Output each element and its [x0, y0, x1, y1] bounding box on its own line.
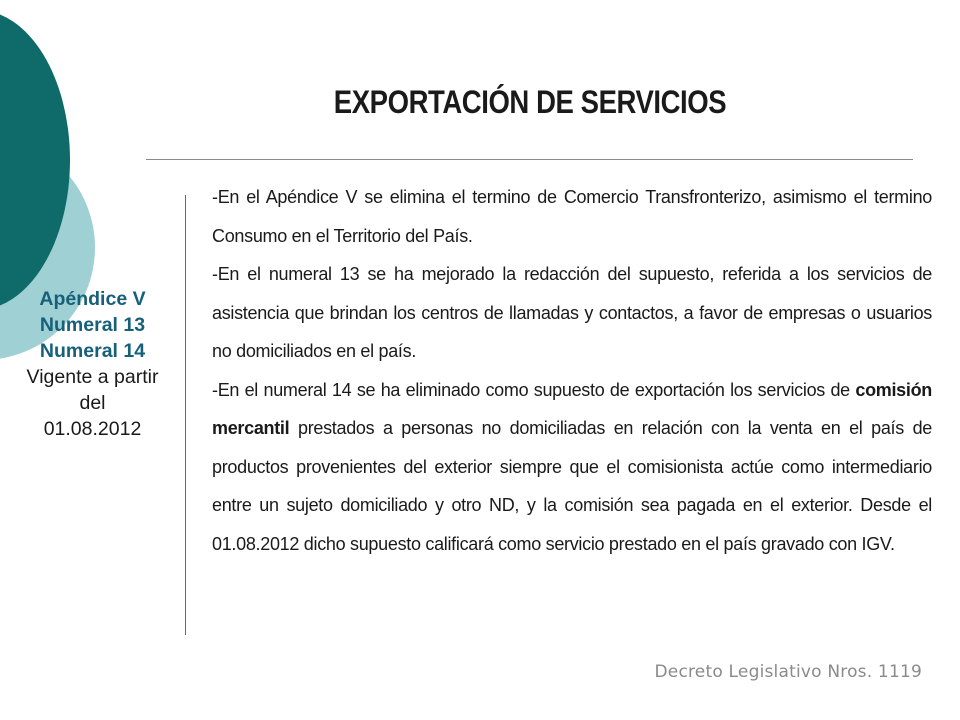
- paragraph-apendice: -En el Apéndice V se elimina el termino de Comercio Transfronterizo, asimismo el termino Consumo en el Territorio del País.: [212, 187, 932, 246]
- sidebar-line-vigente: Vigente a partir: [26, 366, 159, 388]
- vertical-divider: [185, 195, 186, 635]
- sidebar-line-numeral-13: Numeral 13: [39, 314, 146, 336]
- footer-source: Decreto Legislativo Nros. 1119: [654, 662, 922, 682]
- body-text: [212, 178, 932, 563]
- slide-title: EXPORTACIÓN DE SERVICIOS: [333, 84, 727, 120]
- title-underline: [146, 159, 913, 160]
- sidebar-line-del: del: [79, 392, 106, 414]
- sidebar-line-apendice: Apéndice V: [39, 288, 146, 310]
- paragraph-numeral-14-lead: -En el numeral 14 se ha eliminado como supuesto de exportación los servicios de: [212, 379, 856, 400]
- paragraph-numeral-14-rest: prestados a personas no domiciliadas en relación con la venta en el país de productos provenientes del exterior siempre que el comisionista actúe como intermediario entre un sujeto domiciliado y otro ND, y la comisión sea pagada en el exterior. Desde el 01.08.2012 dicho supuesto calificará como servicio prestado en el país gravado con IGV.: [212, 418, 932, 554]
- sidebar-line-numeral-14: Numeral 14: [39, 340, 146, 362]
- sidebar-note: [5, 286, 180, 442]
- paragraph-numeral-14: [212, 371, 932, 564]
- sidebar-line-date: 01.08.2012: [43, 418, 142, 440]
- bold-term-comision: comisión mercantil: [212, 379, 932, 438]
- paragraph-numeral-13: -En el numeral 13 se ha mejorado la redacción del supuesto, referida a los servicios de asistencia que brindan los centros de llamadas y contactos, a favor de empresas o usuarios no domiciliados en el país.: [212, 264, 932, 361]
